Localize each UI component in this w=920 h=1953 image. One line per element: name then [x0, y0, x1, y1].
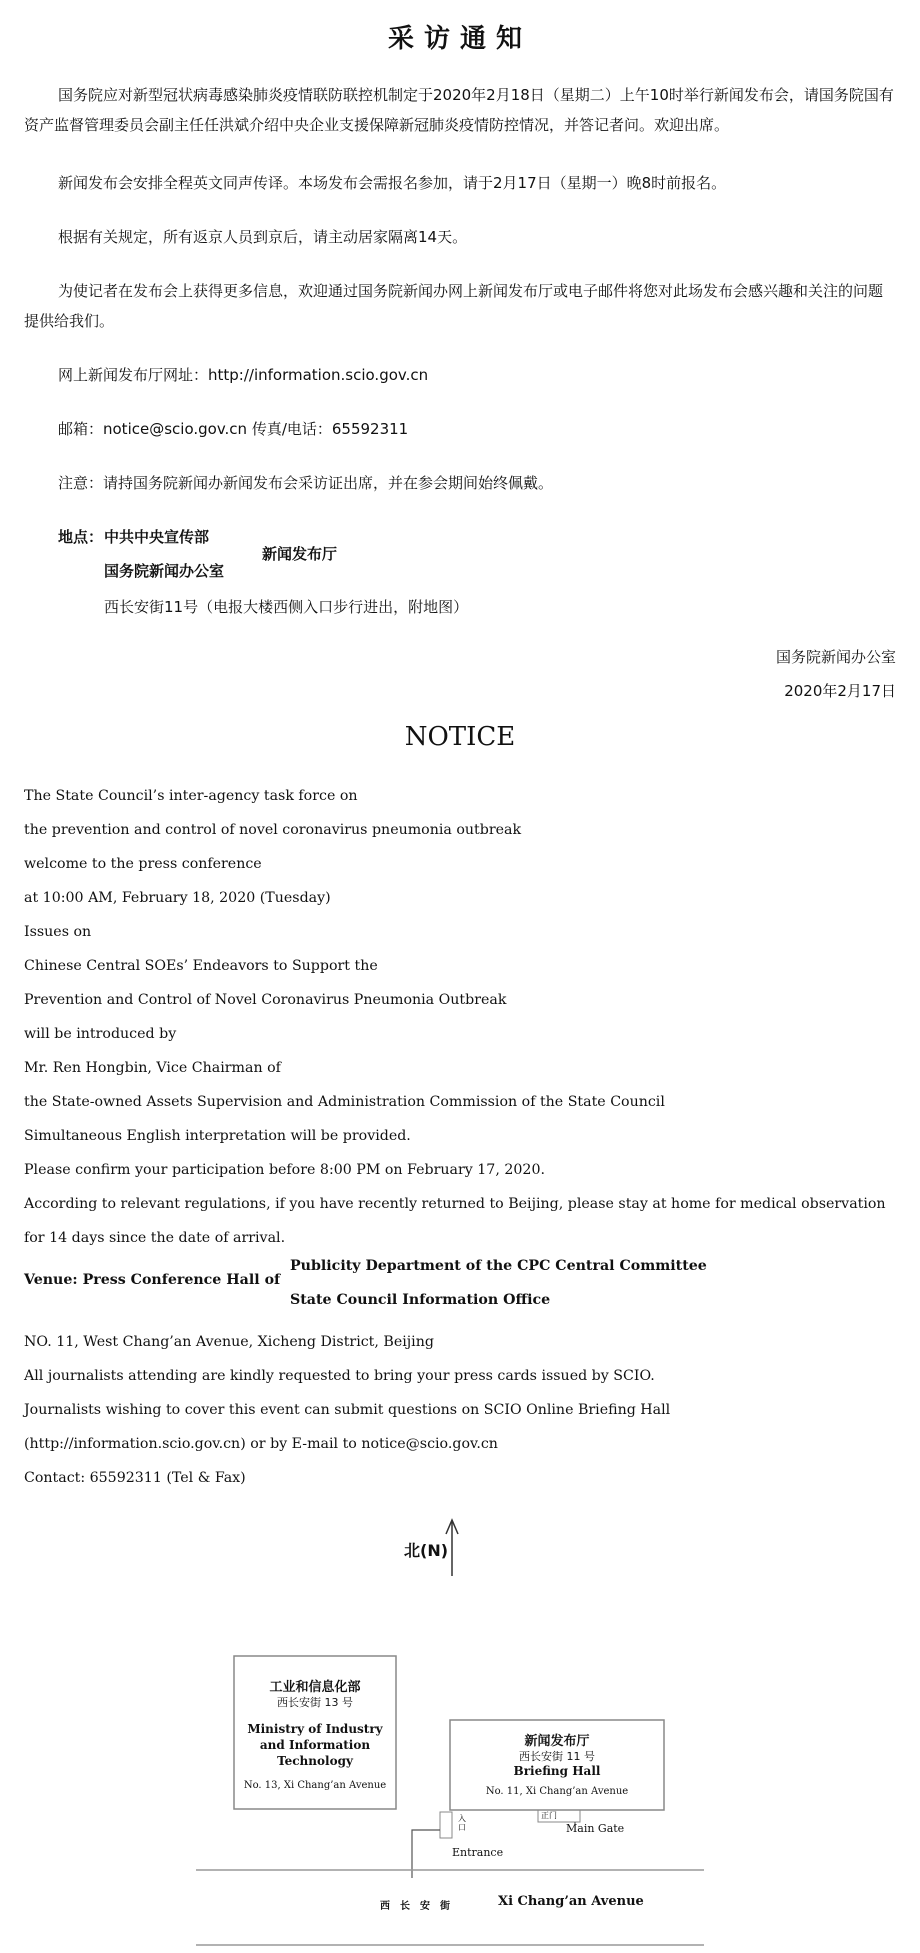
cn-venue-org1: 中共中央宣传部 — [104, 528, 210, 546]
en-title: NOTICE — [404, 722, 516, 752]
en-line: NO. 11, West Chang’an Avenue, Xicheng District, Beijing — [24, 1334, 434, 1350]
map-avenue-en: Xi Chang’an Avenue — [498, 1894, 644, 1909]
cn-paragraph-4: 为使记者在发布会上获得更多信息，欢迎通过国务院新闻办网上新闻发布厅或电子邮件将您对此场发布会感兴趣和关注的问题提供给我们。 — [24, 282, 884, 330]
en-line: welcome to the press conference — [24, 856, 262, 872]
cn-venue-org2: 国务院新闻办公室 — [104, 562, 225, 580]
map-north-label: 北(N) — [404, 1541, 449, 1560]
cn-signature-date: 2020年2月17日 — [784, 682, 896, 700]
en-line: will be introduced by — [24, 1026, 177, 1042]
map-hall-addr-en: No. 11, Xi Chang’an Avenue — [485, 1786, 629, 1797]
en-line: Issues on — [24, 924, 92, 940]
en-line: Mr. Ren Hongbin, Vice Chairman of — [24, 1060, 281, 1076]
map-hall-en: Briefing Hall — [513, 1764, 601, 1778]
map-miit-addr-cn: 西长安街 13 号 — [277, 1696, 353, 1709]
entrance-marker — [440, 1812, 452, 1838]
map-hall-cn: 新闻发布厅 — [524, 1734, 590, 1749]
north-arrow-icon — [446, 1520, 458, 1576]
en-line: the prevention and control of novel coronavirus pneumonia outbreak — [24, 822, 522, 838]
en-line: According to relevant regulations, if you have recently returned to Beijing, please stay at home for medical observation — [24, 1196, 886, 1212]
en-line: Journalists wishing to cover this event can submit questions on SCIO Online Briefing Hall — [24, 1402, 671, 1418]
en-line: Please confirm your participation before 8:00 PM on February 17, 2020. — [24, 1162, 545, 1178]
cn-note: 注意：请持国务院新闻办新闻发布会采访证出席，并在参会期间始终佩戴。 — [58, 474, 554, 492]
en-venue-label: Venue: Press Conference Hall of — [24, 1272, 281, 1288]
cn-paragraph-2: 新闻发布会安排全程英文同声传译。本场发布会需报名参加，请于2月17日（星期一）晚8时前报名。 — [58, 174, 727, 192]
en-line: at 10:00 AM, February 18, 2020 (Tuesday) — [24, 890, 331, 906]
map-entrance-cn: 入口 — [458, 1814, 466, 1832]
en-line: Contact: 65592311 (Tel & Fax) — [24, 1470, 246, 1486]
cn-signature-org: 国务院新闻办公室 — [775, 648, 896, 666]
map-hall-addr-cn: 西长安街 11 号 — [519, 1750, 595, 1763]
map-miit-en2: and Information — [259, 1738, 371, 1752]
map-miit-en1: Ministry of Industry — [247, 1722, 383, 1736]
map-main-gate-cn: 正门 — [541, 1811, 557, 1820]
map-entrance-en: Entrance — [452, 1846, 504, 1859]
cn-venue-label: 地点： — [58, 528, 104, 546]
en-venue-org1: Publicity Department of the CPC Central Committee — [290, 1258, 707, 1274]
map-miit-en3: Technology — [277, 1754, 353, 1768]
cn-title: 采访通知 — [387, 24, 532, 54]
en-line: All journalists attending are kindly requested to bring your press cards issued by SCIO. — [24, 1368, 655, 1384]
cn-paragraph-3: 根据有关规定，所有返京人员到京后，请主动居家隔离14天。 — [58, 228, 468, 246]
map-miit-addr-en: No. 13, Xi Chang’an Avenue — [243, 1780, 387, 1791]
en-line: the State-owned Assets Supervision and Administration Commission of the State Council — [24, 1094, 665, 1110]
entrance-route — [412, 1830, 440, 1878]
cn-venue-address: 西长安街11号（电报大楼西侧入口步行进出，附地图） — [104, 598, 469, 616]
map-main-gate-en: Main Gate — [566, 1822, 625, 1835]
en-line: Chinese Central SOEs’ Endeavors to Support the — [24, 958, 378, 974]
en-line: The State Council’s inter-agency task force on — [24, 788, 358, 804]
location-map — [0, 1500, 920, 1953]
cn-website: 网上新闻发布厅网址：http://information.scio.gov.cn — [58, 366, 429, 384]
map-avenue-cn: 西 长 安 街 — [380, 1901, 450, 1912]
en-venue-org2: State Council Information Office — [290, 1292, 551, 1308]
map-miit-cn: 工业和信息化部 — [269, 1680, 361, 1695]
cn-venue-hall: 新闻发布厅 — [262, 545, 338, 563]
en-line: (http://information.scio.gov.cn) or by E-mail to notice@scio.gov.cn — [24, 1436, 498, 1452]
en-line: for 14 days since the date of arrival. — [24, 1230, 286, 1246]
en-line: Prevention and Control of Novel Coronavirus Pneumonia Outbreak — [24, 992, 507, 1008]
cn-paragraph-1: 国务院应对新型冠状病毒感染肺炎疫情联防联控机制定于2020年2月18日（星期二）上午10时举行新闻发布会，请国务院国有资产监督管理委员会副主任任洪斌介绍中央企业支援保障新冠肺炎疫情防控情况，并答记者问。欢迎出席。 — [24, 86, 894, 134]
en-line: Simultaneous English interpretation will be provided. — [24, 1128, 411, 1144]
cn-email: 邮箱：notice@scio.gov.cn 传真/电话：65592311 — [58, 420, 409, 438]
